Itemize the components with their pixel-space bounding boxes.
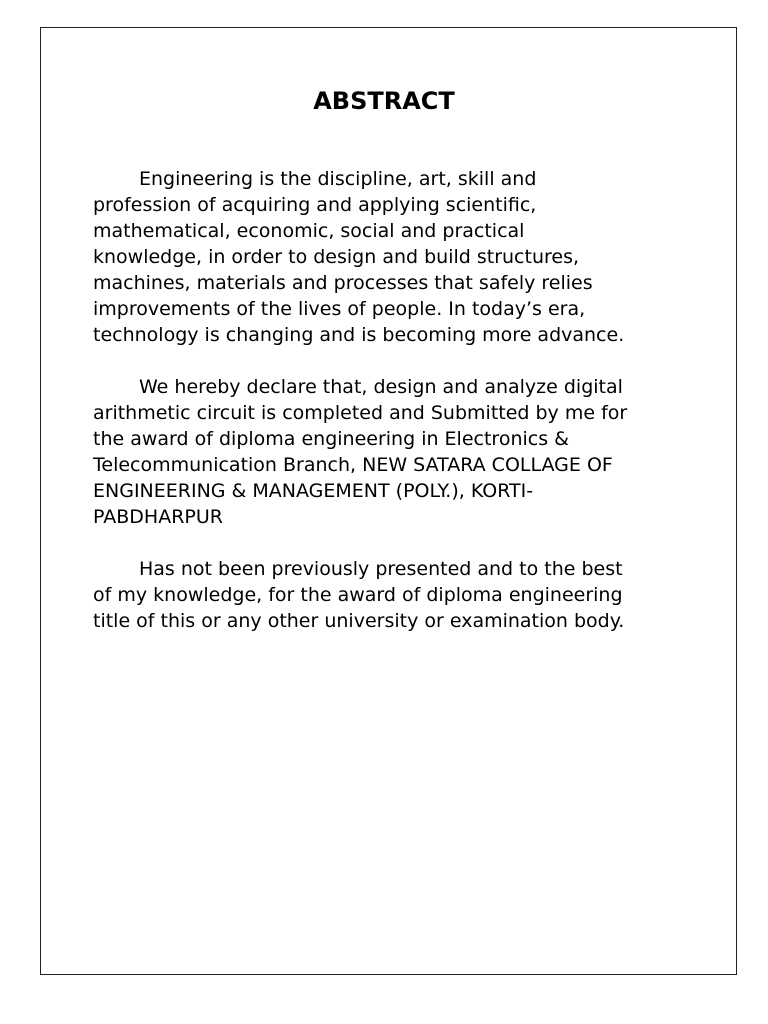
paragraph-line: PABDHARPUR [93,506,223,528]
paragraph-line: arithmetic circuit is completed and Submitted by me for [93,402,628,424]
paragraph-line: knowledge, in order to design and build structures, [93,246,580,268]
document-title: ABSTRACT [313,87,455,115]
paragraph-2 [93,374,683,530]
paragraph-line: mathematical, economic, social and practical [93,220,525,242]
paragraph-line: improvements of the lives of people. In today’s era, [93,298,586,320]
paragraph-3 [93,556,683,634]
paragraph-line: Engineering is the discipline, art, skill and [139,168,537,190]
paragraph-line: Telecommunication Branch, NEW SATARA COLLAGE OF [93,454,613,476]
paragraph-line: Has not been previously presented and to the best [139,558,623,580]
paragraph-line: machines, materials and processes that safely relies [93,272,593,294]
paragraph-line: the award of diploma engineering in Electronics & [93,428,569,450]
paragraph-line: of my knowledge, for the award of diploma engineering [93,584,623,606]
paragraph-line: We hereby declare that, design and analyze digital [139,376,623,398]
paragraph-line: ENGINEERING & MANAGEMENT (POLY.), KORTI- [93,480,534,502]
paragraph-1 [93,166,683,348]
abstract-body [93,166,683,660]
paragraph-line: title of this or any other university or examination body. [93,610,625,632]
paragraph-line: technology is changing and is becoming more advance. [93,324,625,346]
paragraph-line: profession of acquiring and applying scientific, [93,194,537,216]
